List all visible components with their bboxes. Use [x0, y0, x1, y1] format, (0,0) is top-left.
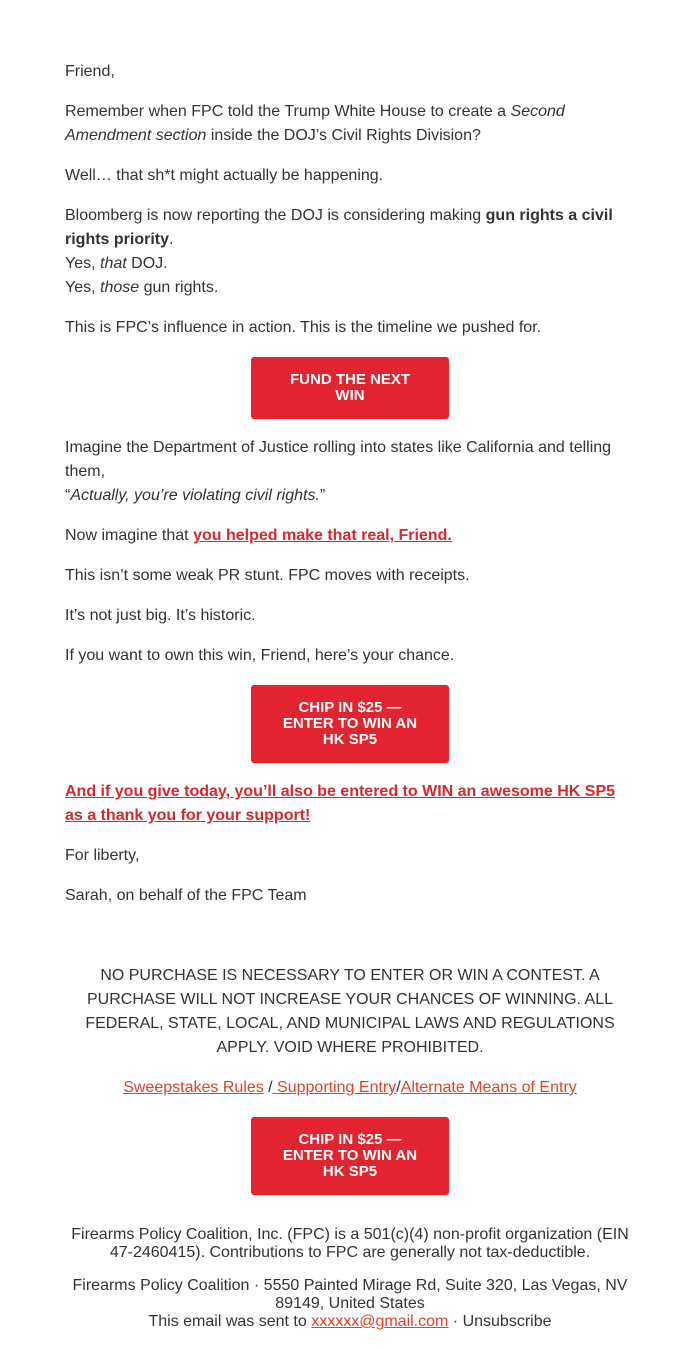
text: Yes,	[65, 279, 100, 296]
paragraph-imagine	[65, 436, 635, 508]
fund-next-win-button[interactable]: FUND THE NEXT WIN	[251, 357, 449, 419]
text: gun rights.	[139, 279, 219, 296]
text: inside the DOJ’s Civil Rights Division?	[206, 127, 481, 144]
emphasis: Actually, you’re violating civil rights.	[70, 487, 320, 504]
text: Now imagine that	[65, 527, 194, 544]
sweepstakes-rules-link[interactable]: Sweepstakes Rules	[123, 1079, 264, 1096]
separator: /	[396, 1079, 401, 1096]
text: .	[169, 231, 174, 248]
chip-in-button[interactable]: CHIP IN $25 — ENTER TO WIN AN HK SP5	[251, 685, 449, 763]
text: DOJ.	[126, 255, 168, 272]
paragraph-bloomberg	[65, 204, 635, 300]
paragraph-chance: If you want to own this win, Friend, here’s your chance.	[65, 647, 455, 664]
paragraph-receipts: This isn’t some weak PR stunt. FPC moves with receipts.	[65, 567, 470, 584]
paragraph-helped	[65, 524, 635, 548]
signoff: For liberty,	[65, 847, 140, 864]
footer-org-info: Firearms Policy Coalition, Inc. (FPC) is a 501(c)(4) non-profit organization (EIN 47-2460415). Contributions to FPC are generally not tax-deductible.	[71, 1226, 629, 1261]
paragraph-well: Well… that sh*t might actually be happening.	[65, 167, 384, 184]
legal-disclaimer: NO PURCHASE IS NECESSARY TO ENTER OR WIN A CONTEST. A PURCHASE WILL NOT INCREASE YOUR CHANCES OF WINNING. ALL FEDERAL, STATE, LOCAL, AND MUNICIPAL LAWS AND REGULATIONS APPLY. VOID WHERE PROHIBITED.	[85, 967, 615, 1056]
signature: Sarah, on behalf of the FPC Team	[65, 887, 307, 904]
text: This email was sent to	[148, 1313, 312, 1330]
helped-make-real-link[interactable]: you helped make that real, Friend.	[193, 527, 452, 544]
text: Yes,	[65, 255, 100, 272]
unsubscribe-link[interactable]: Unsubscribe	[462, 1313, 552, 1330]
footer-sent-line	[60, 1313, 640, 1331]
rules-links	[65, 1076, 635, 1100]
text: Remember when FPC told the Trump White House to create a	[65, 103, 511, 120]
emphasis: that	[100, 255, 127, 272]
bold-text: gun rights a civil rights priority	[65, 207, 613, 248]
emphasis: those	[100, 279, 140, 296]
paragraph-second-amendment	[65, 100, 635, 148]
separator: /	[263, 1079, 273, 1096]
footer-address: Firearms Policy Coalition · 5550 Painted Mirage Rd, Suite 320, Las Vegas, NV 89149, United States	[72, 1277, 628, 1312]
text: Imagine the Department of Justice rolling into states like California and telling them,	[65, 439, 612, 480]
supporting-entry-link[interactable]: Supporting Entry	[272, 1079, 397, 1096]
giveaway-link[interactable]: And if you give today, you’ll also be entered to WIN an awesome HK SP5 as a thank you for your support!	[65, 783, 616, 824]
text: ”	[319, 487, 326, 504]
chip-in-button-footer[interactable]: CHIP IN $25 — ENTER TO WIN AN HK SP5	[251, 1117, 449, 1195]
text: Bloomberg is now reporting the DOJ is considering making	[65, 207, 486, 224]
paragraph-influence: This is FPC’s influence in action. This is the timeline we pushed for.	[65, 319, 542, 336]
paragraph-historic: It’s not just big. It’s historic.	[65, 607, 256, 624]
alternate-entry-link[interactable]: Alternate Means of Entry	[400, 1079, 577, 1096]
text: “	[65, 487, 71, 504]
greeting: Friend,	[65, 63, 115, 80]
emphasis: Second Amendment section	[65, 103, 565, 144]
paragraph-giveaway	[65, 780, 635, 828]
recipient-email-link[interactable]: xxxxxx@gmail.com	[311, 1313, 449, 1330]
separator: ·	[448, 1313, 463, 1330]
